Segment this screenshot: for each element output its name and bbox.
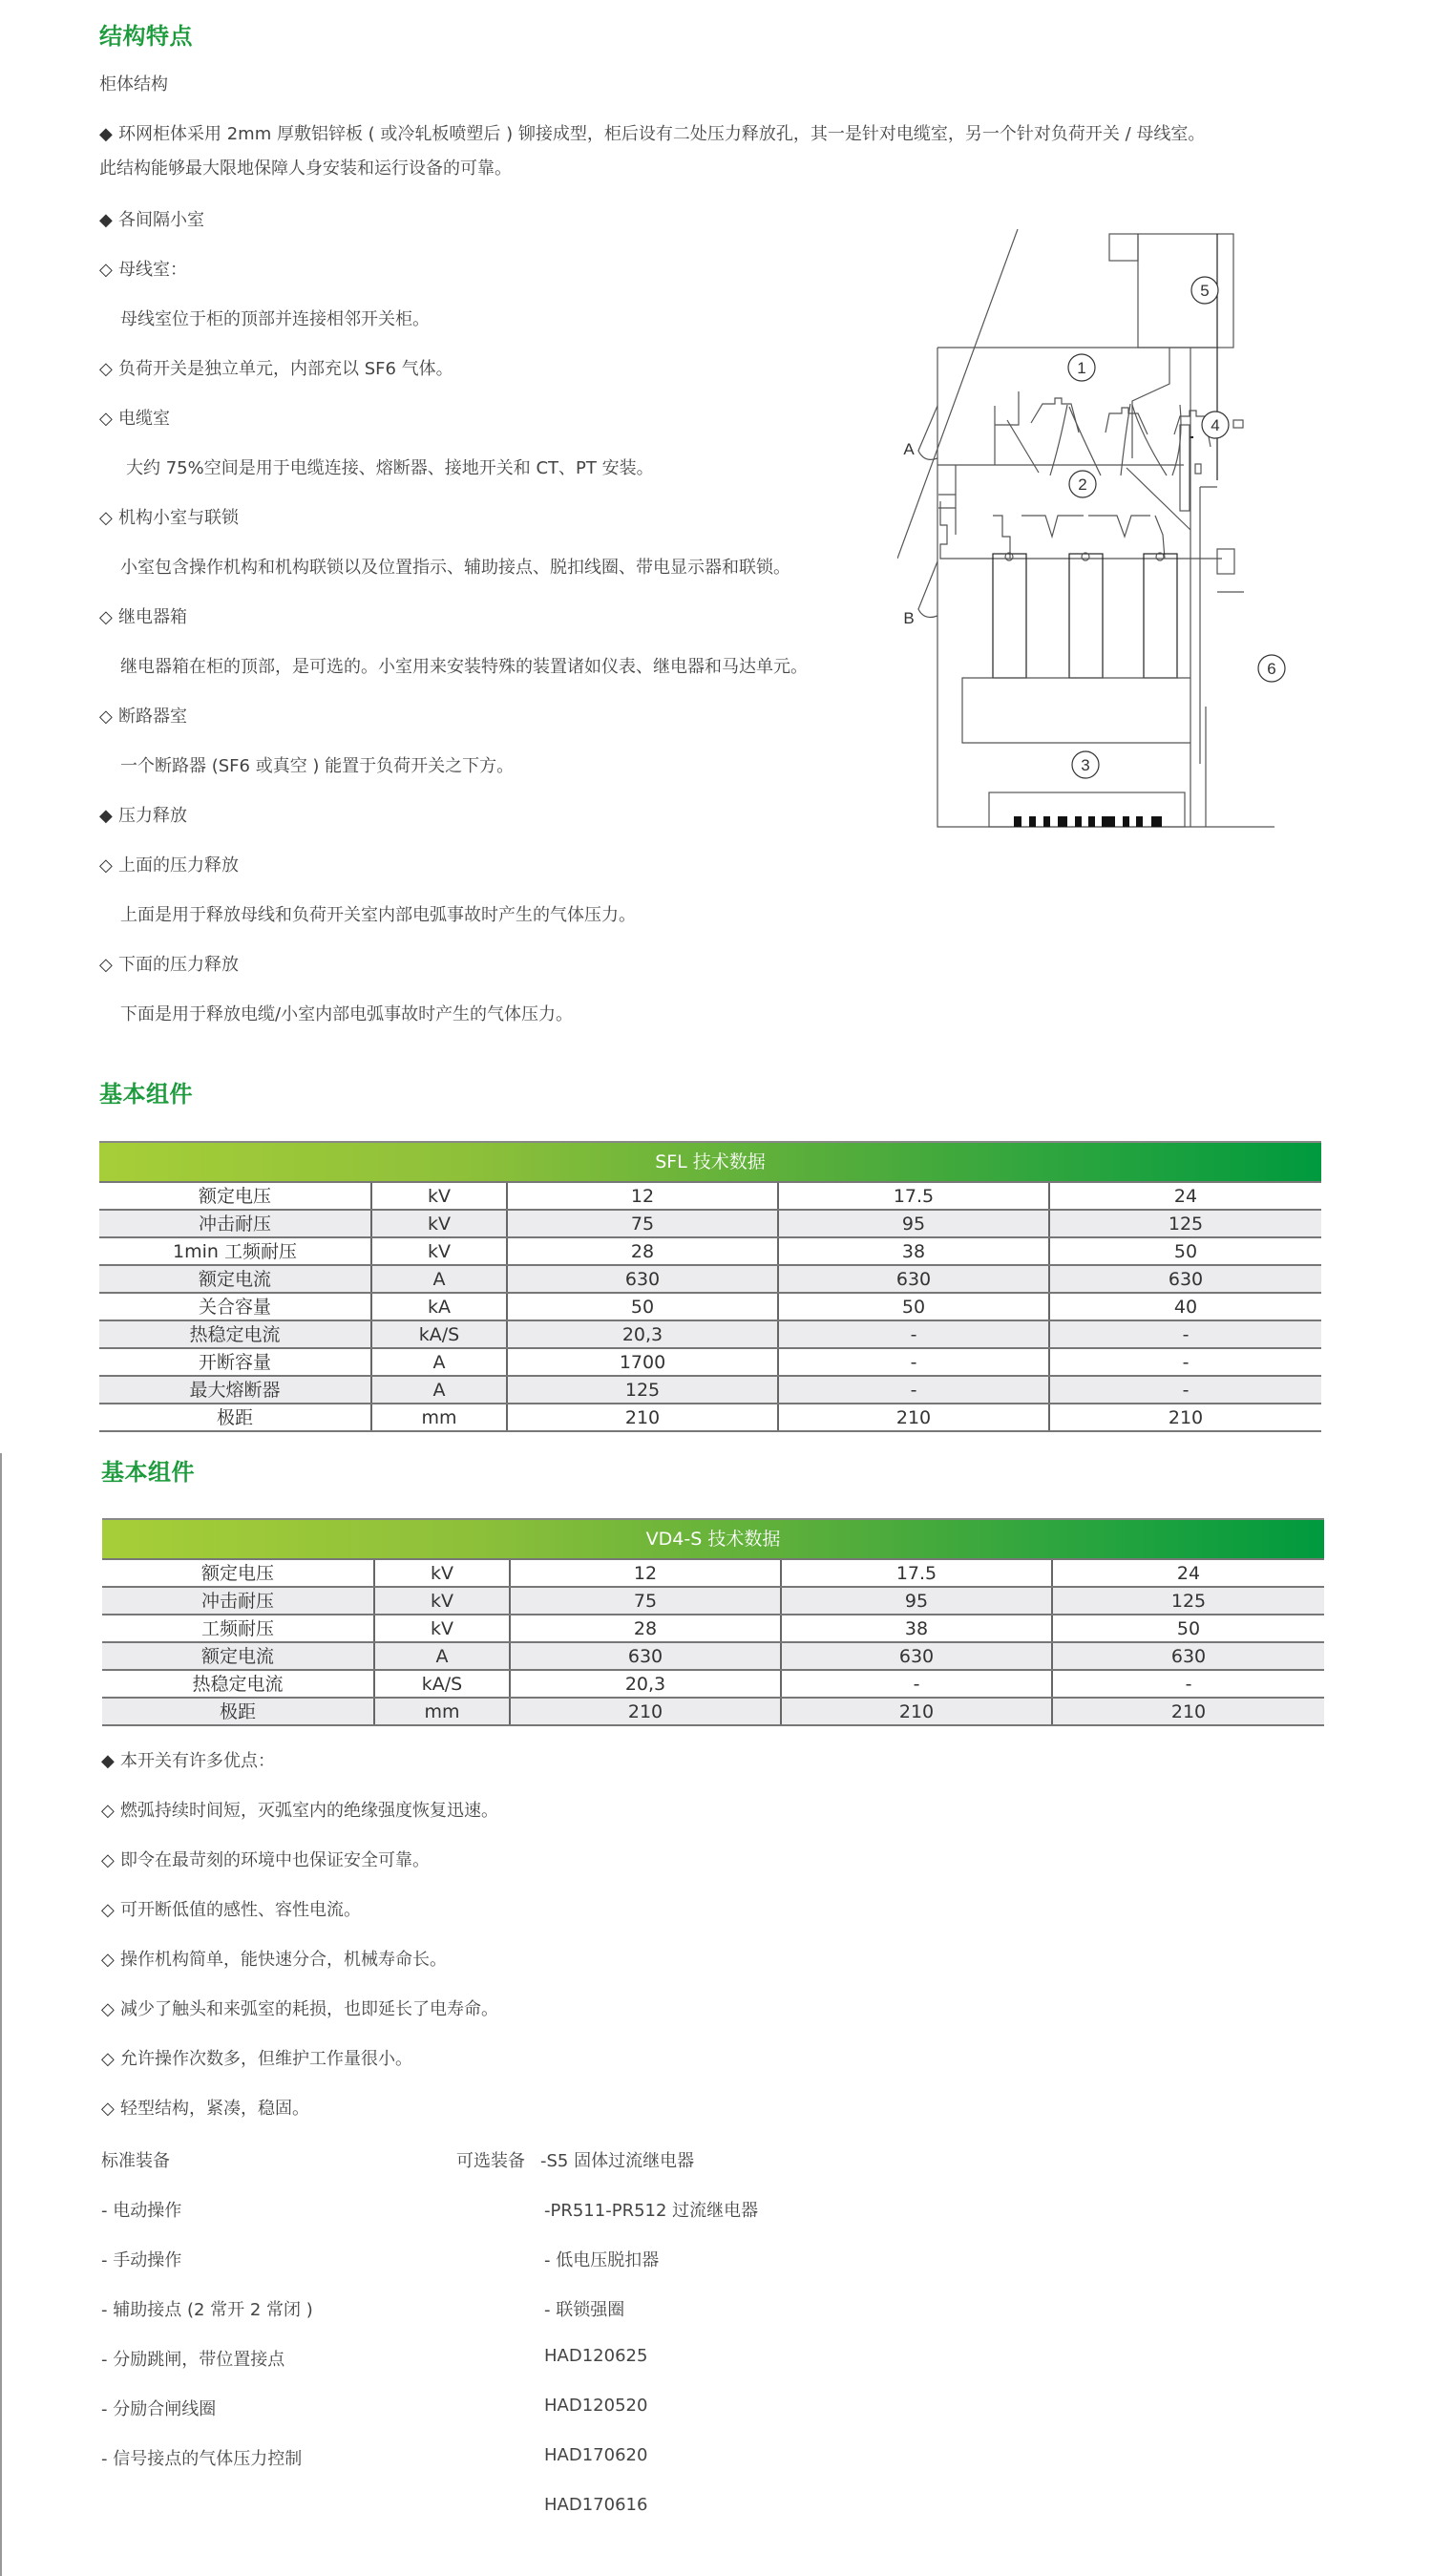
structure-item [120,554,790,579]
unit-cell: kV [374,1615,510,1642]
value-12kv-cell: 20,3 [507,1320,778,1348]
structure-item [99,120,1205,145]
unit-cell: kV [371,1237,507,1265]
value-12kv-cell: 1700 [507,1348,778,1376]
advantage-item [101,1896,361,1921]
structure-item [99,703,187,728]
list-item-text: 电缆室 [118,409,170,429]
bullet-icon: ◇ [99,707,113,727]
structure-item [99,504,239,529]
diagram-label-a: A [903,440,915,458]
list-item-text: 燃弧持续时间短，灭弧室内的绝缘强度恢复迅速。 [120,1801,498,1821]
list-item-text: HAD120625 [544,2346,648,2366]
list-item-text: 负荷开关是独立单元，内部充以 SF6 气体。 [118,359,453,379]
list-item-text: 继电器箱 [118,607,187,627]
value-12kv-cell: 210 [510,1698,781,1725]
bullet-icon: ◇ [101,1801,115,1821]
table-row [102,1698,1324,1725]
vd4s-table-caption: VD4-S 技术数据 [102,1519,1324,1559]
list-item-text: - 联锁强圈 [544,2300,625,2320]
list-item-text: 上面是用于释放母线和负荷开关室内部电弧事故时产生的气体压力。 [120,905,636,925]
value-17-5kv-cell: 630 [778,1265,1049,1293]
list-item-text: - 电动操作 [101,2201,182,2221]
bullet-icon: ◇ [99,260,113,280]
unit-cell: kV [374,1587,510,1615]
param-name-cell: 极距 [102,1698,374,1725]
value-12kv-cell: 75 [507,1210,778,1237]
table-row [99,1320,1321,1348]
bullet-icon: ◇ [99,409,113,429]
value-12kv-cell: 210 [507,1404,778,1431]
list-item-text: 压力释放 [118,806,187,826]
optional-equipment-item [544,2495,647,2515]
table-row [99,1404,1321,1431]
table-row [99,1265,1321,1293]
diagram-label-b: B [903,609,915,627]
list-item-text: 此结构能够最大限地保障人身安装和运行设备的可靠。 [99,158,512,179]
value-24kv-cell: 125 [1049,1210,1321,1237]
table-row [99,1237,1321,1265]
value-17-5kv-cell: - [781,1670,1052,1698]
advantage-item [101,1946,447,1971]
unit-cell: kA/S [371,1320,507,1348]
structure-item [120,653,808,678]
value-17-5kv-cell: 38 [781,1615,1052,1642]
list-item-text: 机构小室与联锁 [118,508,239,528]
param-name-cell: 1min 工频耐压 [99,1237,371,1265]
diagram-label-3: 3 [1081,756,1090,774]
param-name-cell: 额定电压 [99,1182,371,1210]
list-item-text: 母线室位于柜的顶部并连接相邻开关柜。 [120,309,430,329]
unit-cell: kA [371,1293,507,1320]
list-item-text: - 辅助接点 (2 常开 2 常闭 ) [101,2300,313,2320]
bullet-icon: ◇ [99,359,113,379]
cabinet-diagram [897,229,1298,840]
structure-item [99,802,187,827]
list-item-text: 各间隔小室 [118,210,204,230]
param-name-cell: 热稳定电流 [102,1670,374,1698]
param-name-cell: 开断容量 [99,1348,371,1376]
unit-cell: A [371,1265,507,1293]
table-row [99,1182,1321,1210]
value-12kv-cell: 28 [510,1615,781,1642]
optional-equipment-label: 可选装备 [456,2151,525,2171]
bullet-icon: ◇ [101,1850,115,1870]
value-24kv-cell: - [1049,1376,1321,1404]
value-24kv-cell: 40 [1049,1293,1321,1320]
list-item-text: - 信号接点的气体压力控制 [101,2449,303,2469]
value-12kv-cell: 28 [507,1237,778,1265]
advantage-item [101,1747,275,1772]
standard-equipment-item [101,2197,181,2222]
value-12kv-cell: 12 [507,1182,778,1210]
value-24kv-cell: 210 [1052,1698,1324,1725]
section-subtitle: 柜体结构 [99,74,168,95]
structure-item [99,852,239,876]
param-name-cell: 最大熔断器 [99,1376,371,1404]
vd4s-spec-table [102,1518,1324,1726]
list-item-text: - 低电压脱扣器 [544,2250,660,2270]
standard-equipment-item [101,2445,302,2470]
structure-item [126,454,654,479]
param-name-cell: 额定电流 [102,1642,374,1670]
list-item-text: 轻型结构，紧凑，稳固。 [120,2099,309,2119]
value-24kv-cell: 50 [1049,1237,1321,1265]
structure-item [99,603,187,628]
unit-cell: mm [371,1404,507,1431]
value-24kv-cell: 210 [1049,1404,1321,1431]
unit-cell: mm [374,1698,510,1725]
structure-item [99,951,239,976]
optional-equipment-item [544,2445,647,2465]
advantage-item [101,2045,412,2070]
section-title-structure: 结构特点 [99,23,193,50]
standard-equipment-item [101,2296,313,2321]
list-item-text: HAD120520 [544,2396,648,2416]
table-row [102,1642,1324,1670]
diagram-label-2: 2 [1078,475,1087,494]
optional-equipment-item [544,2197,758,2222]
list-item-text: 上面的压力释放 [118,855,239,876]
value-17-5kv-cell: 50 [778,1293,1049,1320]
bullet-icon: ◆ [99,210,113,230]
standard-equipment-label: 标准装备 [101,2151,170,2171]
list-item-text: 下面的压力释放 [118,955,239,975]
list-item-text: 母线室： [118,260,187,280]
bullet-icon: ◇ [99,855,113,876]
list-item-text: 大约 75%空间是用于电缆连接、熔断器、接地开关和 CT、PT 安装。 [126,458,654,478]
structure-item [120,306,430,330]
value-24kv-cell: 24 [1049,1182,1321,1210]
value-17-5kv-cell: 630 [781,1642,1052,1670]
param-name-cell: 冲击耐压 [99,1210,371,1237]
value-17-5kv-cell: 17.5 [778,1182,1049,1210]
param-name-cell: 工频耐压 [102,1615,374,1642]
value-17-5kv-cell: - [778,1376,1049,1404]
list-item-text: - 手动操作 [101,2250,182,2270]
value-12kv-cell: 125 [507,1376,778,1404]
structure-item [120,1001,573,1025]
bullet-icon: ◆ [99,806,113,826]
value-24kv-cell: - [1049,1320,1321,1348]
structure-item [99,206,204,231]
structure-item [99,405,170,430]
bullet-icon: ◇ [99,607,113,627]
unit-cell: A [371,1376,507,1404]
structure-item [99,256,187,281]
table-row [102,1615,1324,1642]
value-17-5kv-cell: - [778,1348,1049,1376]
value-12kv-cell: 630 [510,1642,781,1670]
bullet-icon: ◇ [101,1999,115,2019]
standard-equipment-item [101,2396,216,2420]
value-24kv-cell: - [1052,1670,1324,1698]
diagram-label-1: 1 [1077,359,1086,377]
structure-item [120,901,636,926]
bullet-icon: ◇ [99,508,113,528]
optional-equipment-item [544,2396,647,2416]
structure-item [120,752,514,777]
table-row [99,1210,1321,1237]
list-item-text: -S5 固体过流继电器 [540,2151,695,2171]
list-item-text: HAD170616 [544,2495,648,2515]
section-title-components-2: 基本组件 [101,1459,195,1486]
value-24kv-cell: 630 [1052,1642,1324,1670]
value-24kv-cell: 630 [1049,1265,1321,1293]
table-row [102,1587,1324,1615]
table-row [99,1348,1321,1376]
param-name-cell: 冲击耐压 [102,1587,374,1615]
list-item-text: 继电器箱在柜的顶部，是可选的。小室用来安装特殊的装置诸如仪表、继电器和马达单元。 [120,657,808,677]
value-12kv-cell: 50 [507,1293,778,1320]
optional-equipment-item [540,2147,694,2172]
value-17-5kv-cell: 17.5 [781,1559,1052,1587]
param-name-cell: 额定电流 [99,1265,371,1293]
optional-equipment-item [544,2346,647,2366]
list-item-text: 即令在最苛刻的环境中也保证安全可靠。 [120,1850,430,1870]
list-item-text: 操作机构简单，能快速分合，机械寿命长。 [120,1950,447,1970]
diagram-label-6: 6 [1267,660,1276,678]
value-17-5kv-cell: 95 [778,1210,1049,1237]
list-item-text: 环网柜体采用 2mm 厚敷铝锌板 ( 或冷轧板喷塑后 ) 铆接成型，柜后设有二处压力释放孔，其一是针对电缆室，另一个针对负荷开关 / 母线室。 [118,124,1206,144]
bullet-icon: ◇ [101,1950,115,1970]
value-12kv-cell: 12 [510,1559,781,1587]
param-name-cell: 额定电压 [102,1559,374,1587]
list-item-text: 本开关有许多优点： [120,1751,275,1771]
value-17-5kv-cell: 38 [778,1237,1049,1265]
page-left-border [0,1453,2,2576]
value-12kv-cell: 20,3 [510,1670,781,1698]
table-row [102,1670,1324,1698]
value-17-5kv-cell: 210 [781,1698,1052,1725]
list-item-text: 一个断路器 (SF6 或真空 ) 能置于负荷开关之下方。 [120,756,515,776]
unit-cell: kV [374,1559,510,1587]
unit-cell: kA/S [374,1670,510,1698]
list-item-text: 下面是用于释放电缆/小室内部电弧事故时产生的气体压力。 [120,1004,574,1024]
list-item-text: - 分励合闸线圈 [101,2399,217,2419]
standard-equipment-item [101,2247,181,2271]
value-24kv-cell: - [1049,1348,1321,1376]
value-12kv-cell: 630 [507,1265,778,1293]
diagram-label-5: 5 [1200,282,1210,300]
standard-equipment-item [101,2346,284,2371]
value-24kv-cell: 24 [1052,1559,1324,1587]
bullet-icon: ◆ [101,1751,115,1771]
bullet-icon: ◇ [99,955,113,975]
value-24kv-cell: 125 [1052,1587,1324,1615]
list-item-text: 减少了触头和来弧室的耗损，也即延长了电寿命。 [120,1999,498,2019]
list-item-text: HAD170620 [544,2445,648,2465]
optional-equipment-item [544,2296,624,2321]
unit-cell: A [371,1348,507,1376]
param-name-cell: 热稳定电流 [99,1320,371,1348]
sfl-spec-table [99,1141,1321,1432]
optional-equipment-item [544,2247,659,2271]
value-17-5kv-cell: - [778,1320,1049,1348]
table-row [99,1293,1321,1320]
value-17-5kv-cell: 95 [781,1587,1052,1615]
bullet-icon: ◇ [101,2099,115,2119]
list-item-text: - 分励跳闸，带位置接点 [101,2350,285,2370]
list-item-text: 小室包含操作机构和机构联锁以及位置指示、辅助接点、脱扣线圈、带电显示器和联锁。 [120,558,790,578]
bullet-icon: ◇ [101,1900,115,1920]
section-title-components-1: 基本组件 [99,1081,193,1108]
table-row [99,1376,1321,1404]
value-12kv-cell: 75 [510,1587,781,1615]
advantage-item [101,1797,498,1822]
advantage-item [101,1995,498,2020]
advantage-item [101,1847,430,1871]
sfl-table-caption: SFL 技术数据 [99,1142,1321,1182]
param-name-cell: 极距 [99,1404,371,1431]
value-17-5kv-cell: 210 [778,1404,1049,1431]
unit-cell: A [374,1642,510,1670]
structure-item [99,155,512,179]
bullet-icon: ◆ [99,124,113,144]
table-row [102,1559,1324,1587]
list-item-text: 允许操作次数多，但维护工作量很小。 [120,2049,412,2069]
value-24kv-cell: 50 [1052,1615,1324,1642]
list-item-text: 可开断低值的感性、容性电流。 [120,1900,361,1920]
param-name-cell: 关合容量 [99,1293,371,1320]
list-item-text: -PR511-PR512 过流继电器 [544,2201,759,2221]
advantage-item [101,2095,309,2120]
unit-cell: kV [371,1182,507,1210]
structure-item [99,355,453,380]
bullet-icon: ◇ [101,2049,115,2069]
unit-cell: kV [371,1210,507,1237]
list-item-text: 断路器室 [118,707,187,727]
diagram-label-4: 4 [1211,416,1220,434]
